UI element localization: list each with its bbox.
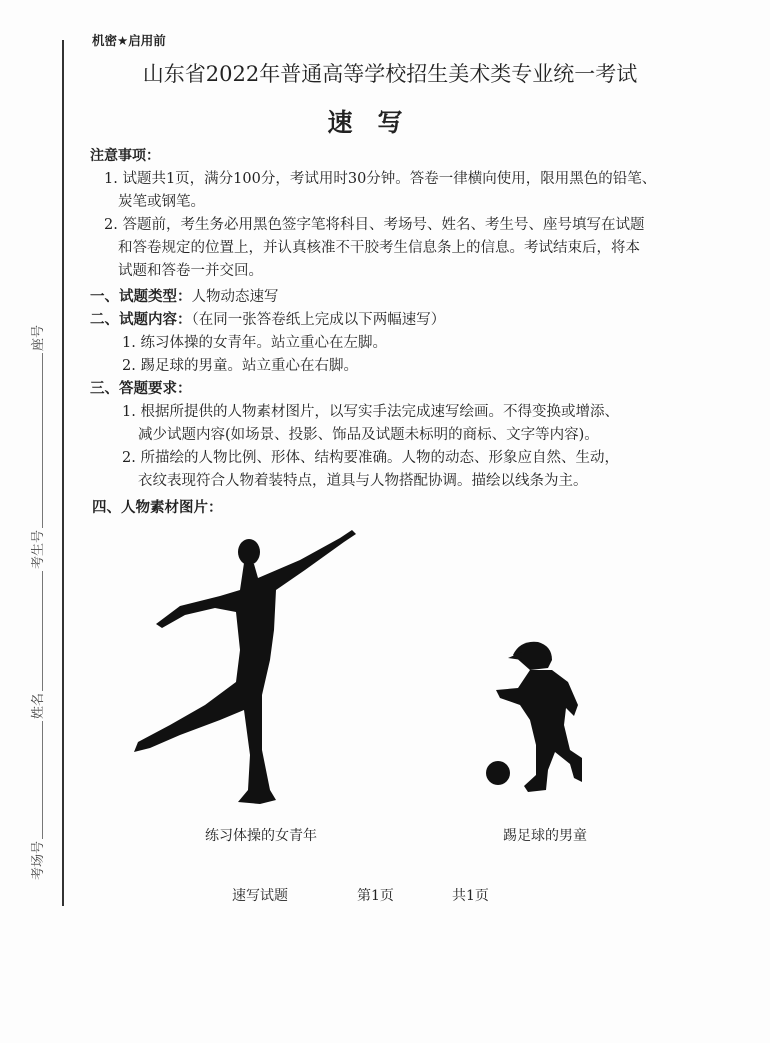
note-line: 炭笔或钢笔。: [118, 194, 205, 210]
section-4-heading: 四、人物素材图片：: [92, 500, 223, 516]
requirement-line: 2. 所描绘的人物比例、形体、结构要准确。人物的动态、形象应自然、生动，: [122, 450, 619, 466]
note-line: 和答卷规定的位置上，并认真核准不干胶考生信息条上的信息。考试结束后，将本: [118, 240, 640, 256]
confidential-label: 机密★启用前: [92, 33, 166, 48]
field-name: 姓名: [30, 692, 46, 719]
football: [486, 761, 510, 785]
field-seat-number: 座号: [30, 324, 46, 351]
section-2: [90, 308, 445, 329]
requirement-line: 衣纹表现符合人物着装特点，道具与人物搭配协调。描绘以线条为主。: [138, 473, 588, 489]
requirement-line: 1. 根据所提供的人物素材图片，以写实手法完成速写绘画。不得变换或增添、: [122, 404, 619, 420]
content-item: 1. 练习体操的女青年。站立重心在左脚。: [122, 335, 387, 351]
footer-page-number: 第1页: [357, 888, 394, 904]
exam-title: 山东省2022年普通高等学校招生美术类专业统一考试: [142, 62, 638, 86]
note-line: 1. 试题共1页，满分100分，考试用时30分钟。答卷一律横向使用，限用黑色的铅笔、: [104, 171, 657, 187]
field-candidate-number: 考生号: [30, 529, 46, 569]
gymnast-silhouette: [134, 530, 356, 804]
subject-title: 速 写: [327, 108, 403, 137]
footer-exam-name: 速写试题: [232, 888, 288, 904]
caption-gymnast: 练习体操的女青年: [205, 828, 317, 844]
section-heading: 二、试题内容：: [90, 312, 192, 328]
requirement-line: 减少试题内容(如场景、投影、饰品及试题未标明的商标、文字等内容)。: [138, 427, 599, 443]
figure-images: [0, 520, 770, 820]
note-line: 2. 答题前，考生务必用黑色签字笔将科目、考场号、姓名、考生号、座号填写在试题: [104, 217, 645, 233]
section-heading: 一、试题类型：: [90, 289, 192, 305]
section-text: （在同一张答卷纸上完成以下两幅速写）: [191, 312, 446, 328]
blank-line: [30, 353, 43, 528]
footer-total-pages: 共1页: [452, 888, 489, 904]
section-text: 人物动态速写: [191, 289, 279, 305]
caption-boy: 踢足球的男童: [503, 828, 587, 844]
field-exam-room: 考场号: [30, 840, 46, 880]
note-line: 试题和答卷一并交回。: [118, 263, 263, 279]
notes-heading: 注意事项：: [90, 148, 160, 164]
section-3-heading: 三、答题要求：: [90, 381, 192, 397]
content-item: 2. 踢足球的男童。站立重心在右脚。: [122, 358, 358, 374]
section-1: [90, 285, 279, 306]
